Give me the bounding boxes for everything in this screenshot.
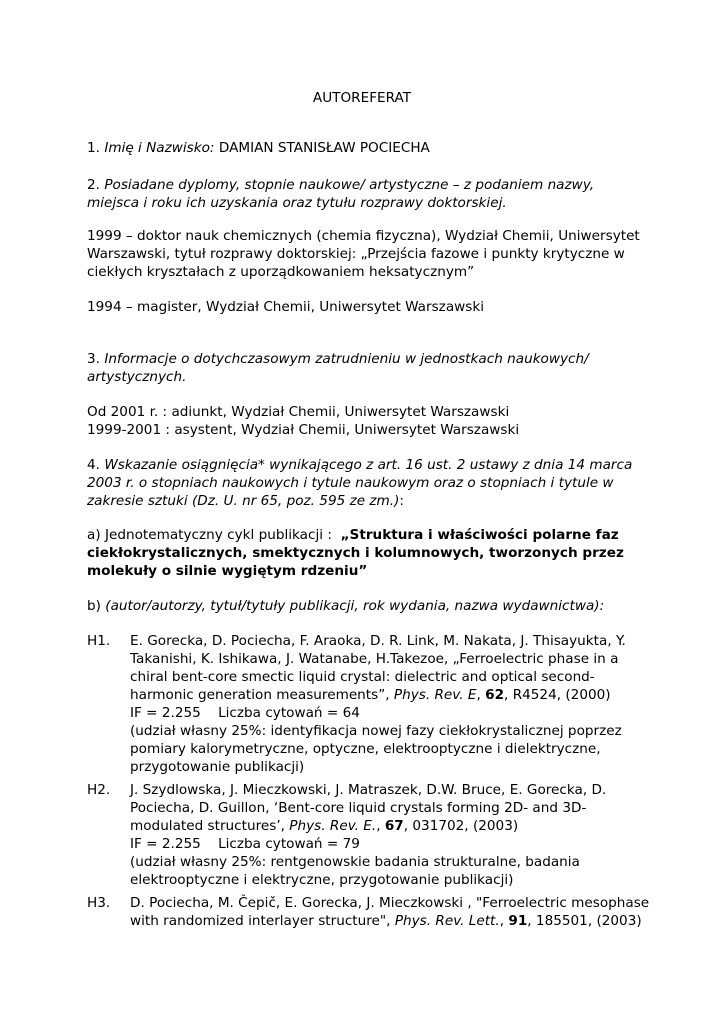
publication-metrics — [130, 835, 650, 853]
publication-separator: , — [376, 818, 381, 834]
section-4-number: 4. — [87, 457, 100, 473]
achievement-a-prefix: a) Jednotematyczny cykl publikacji : — [87, 527, 332, 543]
publication-authors-title: D. Pociecha, M. Čepič, E. Gorecka, J. Mieczkowski , "Ferroelectric mesophase with randomized interlayer structure", — [130, 895, 650, 929]
section-1-label: Imię i Nazwisko: — [104, 140, 215, 156]
section-4-heading-end: : — [399, 493, 404, 509]
publication-journal: Phys. Rev. E. — [289, 818, 377, 834]
section-3-heading-text: Informacje o dotychczasowym zatrudnieniu w jednostkach naukowych/ artystycznych. — [87, 351, 589, 385]
section-4-heading — [87, 456, 647, 510]
section-1-value: DAMIAN STANISŁAW POCIECHA — [218, 140, 430, 156]
publication-pages-year: , R4524, (2000) — [504, 687, 611, 703]
achievement-b-prefix: b) — [87, 598, 101, 614]
publication-citation — [130, 632, 650, 704]
publication-number: H2. — [87, 782, 111, 798]
own-contribution: (udział własny 25%: rentgenowskie badania strukturalne, badania elektrooptyczne i elektryczne, przygotowanie publikacji) — [130, 854, 580, 888]
citation-count: Liczba cytowań = 79 — [218, 836, 360, 852]
citation-count: Liczba cytowań = 64 — [218, 705, 360, 721]
publication-citation — [130, 894, 650, 930]
msc-degree: 1994 – magister, Wydział Chemii, Uniwersytet Warszawski — [87, 299, 484, 315]
phd-degree: 1999 – doktor nauk chemicznych (chemia fizyczna), Wydział Chemii, Uniwersytet Warszawski, tytuł rozprawy doktorskiej: „Przejścia fazowe i punkty krytyczne w ciekłych kryształach z uporządkowaniem heksatycznym” — [87, 228, 640, 280]
own-contribution: (udział własny 25%: identyfikacja nowej fazy ciekłokrystalicznej poprzez pomiary kalorymetryczne, optyczne, elektrooptyczne i dielektryczne, przygotowanie publikacji) — [130, 723, 622, 775]
publication-number: H3. — [87, 895, 111, 911]
section-3-number: 3. — [87, 351, 100, 367]
achievement-a — [87, 526, 647, 580]
publication-authors-title: E. Gorecka, D. Pociecha, F. Araoka, D. R. Link, M. Nakata, J. Thisayukta, Y. Takanishi, K. Ishikawa, J. Watanabe, H.Takezoe, „Ferroelectric phase in a chiral bent-core smectic liquid crystal: dielectric and optical second-harmonic generation measurements”, — [130, 633, 626, 703]
impact-factor: IF = 2.255 — [130, 705, 201, 721]
section-3-heading — [87, 350, 647, 386]
publication-journal: Phys. Rev. E — [393, 687, 477, 703]
publication-volume: 67 — [384, 818, 404, 834]
employment-1: Od 2001 r. : adiunkt, Wydział Chemii, Uniwersytet Warszawski — [87, 404, 510, 420]
section-2-number: 2. — [87, 177, 100, 193]
publication-journal: Phys. Rev. Lett. — [394, 913, 500, 929]
publication-authors-title: J. Szydlowska, J. Mieczkowski, J. Matraszek, D.W. Bruce, E. Gorecka, D. Pociecha, D. Guillon, ‘Bent-core liquid crystals forming 2D- and 3D- modulated structures’, — [130, 782, 607, 834]
achievement-b — [87, 597, 647, 615]
publication-citation — [130, 781, 650, 835]
document-title: AUTOREFERAT — [312, 90, 412, 106]
publication-pages-year: , 031702, (2003) — [403, 818, 519, 834]
achievement-b-text: (autor/autorzy, tytuł/tytuły publikacji, rok wydania, nazwa wydawnictwa): — [105, 598, 605, 614]
publication-body — [130, 894, 650, 930]
publication-volume: 62 — [485, 687, 505, 703]
section-4-heading-text: Wskazanie osiągnięcia* wynikającego z art. 16 ust. 2 ustawy z dnia 14 marca 2003 r. o stopniach naukowych i tytule naukowym oraz o stopniach i tytule w zakresie sztuki (Dz. U. nr 65, poz. 595 ze zm.) — [87, 457, 633, 509]
publication-number: H1. — [87, 633, 111, 649]
section-1-number: 1. — [87, 140, 100, 156]
publication-metrics — [130, 704, 650, 722]
publication-separator: , — [499, 913, 505, 929]
publication-body — [130, 781, 650, 889]
section-2-heading — [87, 176, 647, 212]
publication-separator: , — [476, 687, 481, 703]
impact-factor: IF = 2.255 — [130, 836, 201, 852]
publication-body — [130, 632, 650, 776]
section-2-heading-text: Posiadane dyplomy, stopnie naukowe/ artystyczne – z podaniem nazwy, miejsca i roku ich uzyskania oraz tytułu rozprawy doktorskiej. — [87, 177, 595, 211]
achievement-a-title: „Struktura i właściwości polarne faz ciekłokrystalicznych, smektycznych i kolumnowych, tworzonych przez molekuły o silnie wygiętym rdzeniu” — [87, 527, 624, 579]
employment-2: 1999-2001 : asystent, Wydział Chemii, Uniwersytet Warszawski — [87, 422, 520, 438]
publication-pages-year: , 185501, (2003) — [527, 913, 642, 929]
publication-volume: 91 — [508, 913, 528, 929]
section-1-name — [87, 139, 647, 157]
